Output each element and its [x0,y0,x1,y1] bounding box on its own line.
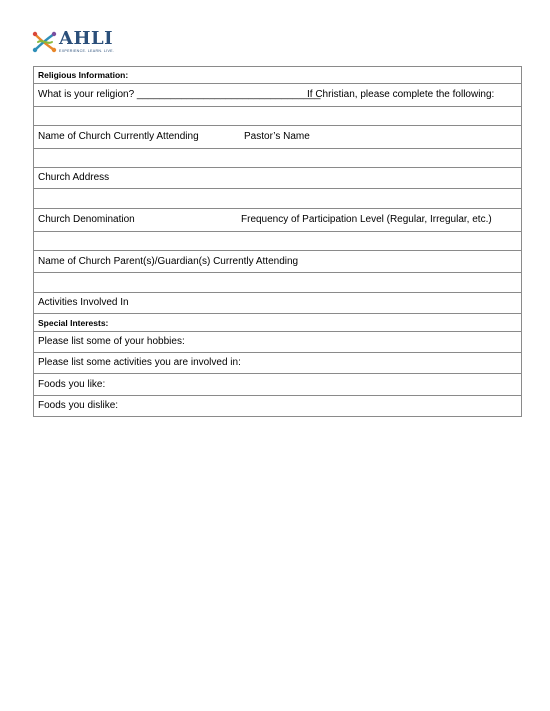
denomination-field[interactable] [34,232,521,251]
activities-list-label: Please list some activities you are involved in: [38,357,241,368]
ahli-logo [32,28,122,56]
hobbies-label: Please list some of your hobbies: [38,336,185,347]
religious-information-header: Religious Information: [34,67,521,84]
information-form [33,66,522,417]
activities-involved-row [34,293,521,314]
special-interests-header: Special Interests: [34,314,521,332]
church-address-label: Church Address [38,172,110,183]
church-name-row [34,126,521,149]
church-address-row [34,168,521,189]
logo-tagline: EXPERIENCE. LEARN. LIVE. [59,49,115,53]
religion-answer-field[interactable] [34,107,521,126]
activities-involved-label: Activities Involved In [38,297,129,308]
foods-like-label: Foods you like: [38,378,106,390]
denomination-label: Church Denomination [38,214,135,225]
foods-like-row[interactable] [34,374,521,396]
church-name-label: Name of Church Currently Attending [38,131,199,142]
church-name-field[interactable] [34,149,521,168]
parent-church-label: Name of Church Parent(s)/Guardian(s) Currently Attending [38,255,299,267]
christian-note: If Christian, please complete the following: [307,89,495,100]
ahli-logo-icon [32,30,58,54]
logo-wordmark: AHLI [59,28,114,49]
religion-question: What is your religion? _________________________________ [38,89,321,100]
denomination-row [34,209,521,232]
church-address-field[interactable] [34,189,521,209]
pastor-name-label: Pastor’s Name [244,131,310,142]
hobbies-row[interactable] [34,332,521,353]
activities-list-row[interactable] [34,353,521,374]
frequency-label: Frequency of Participation Level (Regular, Irregular, etc.) [241,214,492,225]
foods-dislike-label: Foods you dislike: [38,400,119,411]
religion-row [34,84,521,107]
foods-dislike-row[interactable] [34,396,521,416]
parent-church-field[interactable] [34,273,521,293]
parent-church-row [34,251,521,273]
